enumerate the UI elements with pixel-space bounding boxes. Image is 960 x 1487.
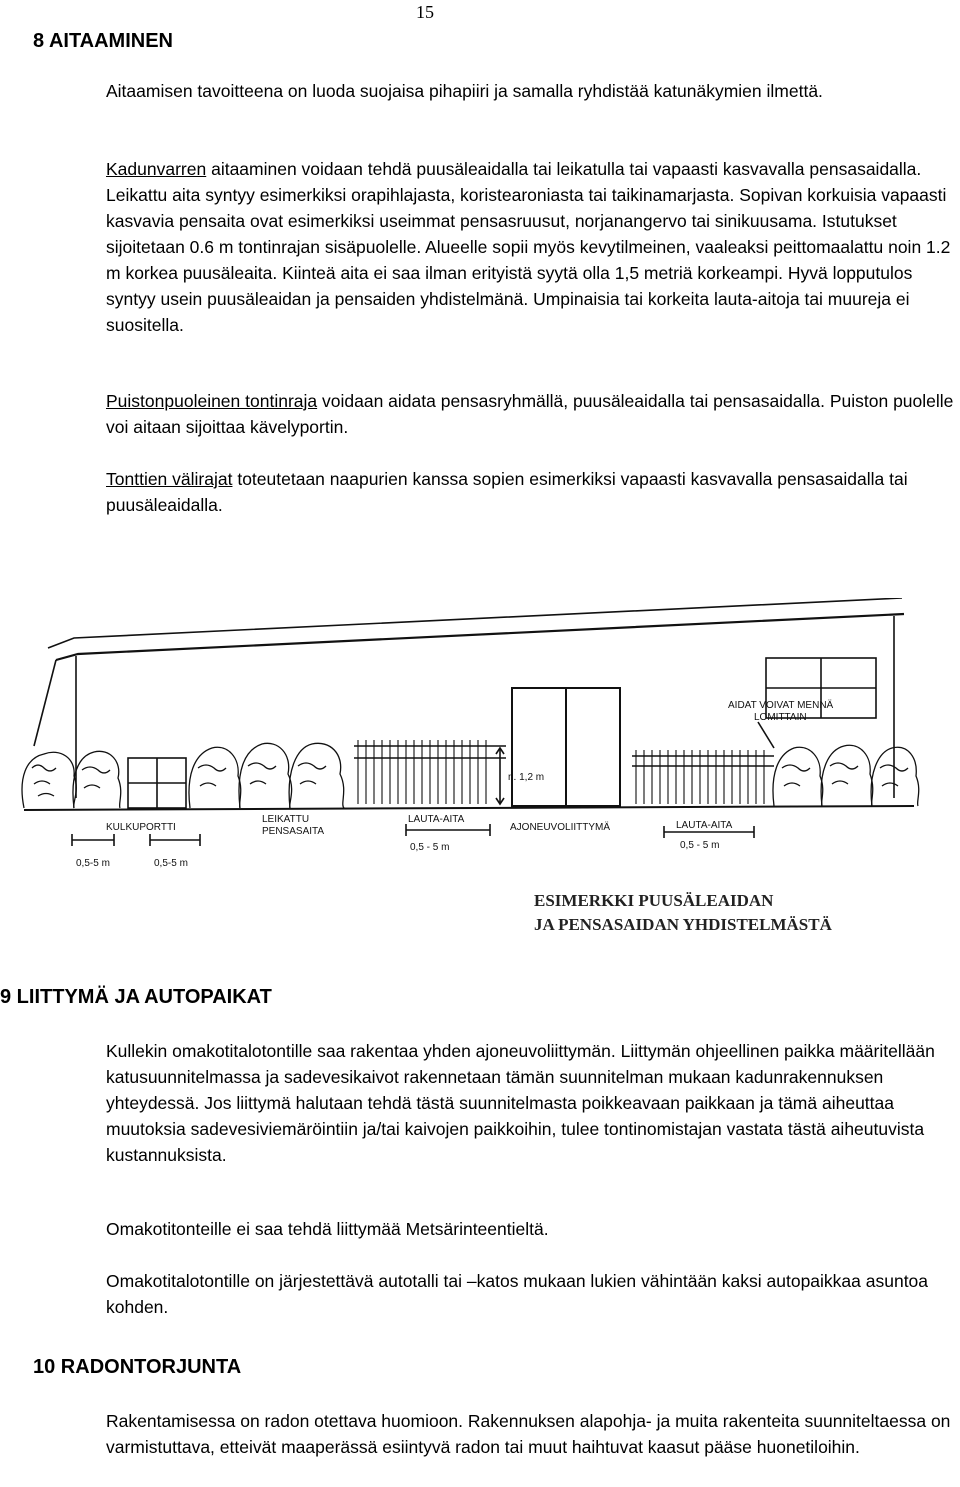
label-height: n. 1,2 m — [508, 772, 545, 783]
paragraph-valirajat — [106, 466, 956, 518]
term-puistonpuoleinen: Puistonpuoleinen tontinraja — [106, 391, 318, 411]
paragraph-kadunvarren-text: aitaaminen voidaan tehdä puusäleaidalla tai leikatulla tai vapaasti kasvavalla pensasaidalla. Leikattu aita syntyy esimerkiksi orapihlajasta, koristearoniasta tai taikinamarjasta. Sopivan korkuisia vapaasti kasvavia pensaita ovat esimerkiksi useimmat pensasruusut, norjanangervo tai sinikuusama. Istutukset sijoitetaan 0.6 m tontinrajan sisäpuolelle. Alueelle sopii myös kevytilmeinen, vaaleaksi peittomaalattu noin 1.2 m korkea puusäleaita. Kiinteä aita ei saa ilman erityistä syytä olla 1,5 metriä korkeampi. Hyvä lopputulos syntyy usein puusäleaidan ja pensaiden yhdistelmänä. Umpinaisia tai korkeita lauta-aitoja tai muureja ei suositella. — [106, 159, 951, 335]
dimension-label-2: 0,5-5 m — [154, 858, 188, 869]
paragraph-metsarinteentie: Omakotitonteille ei saa tehdä liittymää Metsärinteentieltä. — [106, 1219, 549, 1239]
paragraph-radon: Rakentamisessa on radon otettava huomioon. Rakennuksen alapohja- ja muita rakenteita suunniteltaessa on varmistuttava, etteivät maaperässä esiintyvä radon tai muut haihtuvat kaasut pääse huonetiloihin. — [106, 1411, 951, 1457]
paragraph-puistonpuoleinen-text: voidaan aidata pensasryhmällä, puusäleaidalla tai pensasaidalla. Puiston puolelle voi aitaan sijoittaa kävelyportin. — [106, 391, 954, 437]
label-leikattu-2: PENSASAITA — [262, 826, 325, 837]
paragraph-liittyma: Kullekin omakotitalotontille saa rakentaa yhden ajoneuvoliittymän. Liittymän ohjeellinen paikka määritellään katusuunnitelmassa ja sadevesikaivot rakennetaan tämän suunnitelman mukaan kadunrakennuksen yhteydessä. Jos liittymä halutaan tehdä tästä suunnitelmasta poikkeavaan paikkaan ja tämä aiheuttaa muutoksia sadevesiviemäröintiin ja/tai kaivojen paikkoihin, tulee tontinomistajan vastata tästä aiheutuvista kustannuksista. — [106, 1041, 935, 1165]
paragraph-valirajat-text: toteutetaan naapurien kanssa sopien esimerkiksi vapaasti kasvavalla pensasaidalla tai puusäleaidalla. — [106, 469, 908, 515]
term-valirajat: Tonttien välirajat — [106, 469, 233, 489]
paragraph-autopaikat: Omakotitalotontille on järjestettävä autotalli tai –katos mukaan lukien vähintään kaksi autopaikkaa asuntoa kohden. — [106, 1271, 929, 1317]
fence-illustration — [14, 598, 944, 948]
label-ajoneuvoliittyma: AJONEUVOLIITTYMÄ — [510, 822, 611, 833]
label-leikattu-1: LEIKATTU — [262, 814, 310, 825]
heading-liittyma: 9 LIITTYMÄ JA AUTOPAIKAT — [0, 986, 272, 1008]
page-number: 15 — [416, 2, 434, 22]
heading-radontorjunta: 10 RADONTORJUNTA — [33, 1356, 242, 1378]
paragraph-puistonpuoleinen — [106, 388, 956, 440]
label-lauta-aita-1: LAUTA-AITA — [408, 814, 465, 825]
label-aidat-voivat: AIDAT VOIVAT MENNÄ — [728, 700, 834, 711]
figure-caption-line-2: JA PENSASAIDAN YHDISTELMÄSTÄ — [534, 915, 832, 934]
paragraph-kadunvarren — [106, 156, 956, 338]
dimension-label-4: 0,5 - 5 m — [680, 840, 720, 851]
dimension-label-1: 0,5-5 m — [76, 858, 110, 869]
label-kulkuportti: KULKUPORTTI — [106, 822, 176, 833]
term-kadunvarren: Kadunvarren — [106, 159, 207, 179]
label-lauta-aita-2: LAUTA-AITA — [676, 820, 733, 831]
heading-aitaaminen: 8 AITAAMINEN — [33, 30, 173, 52]
figure-caption-line-1: ESIMERKKI PUUSÄLEAIDAN — [534, 891, 774, 910]
label-lomittain: LOMITTAIN — [754, 712, 807, 723]
paragraph-aitaaminen-intro: Aitaamisen tavoitteena on luoda suojaisa pihapiiri ja samalla ryhdistää katunäkymien ilmettä. — [106, 81, 823, 101]
dimension-label-3: 0,5 - 5 m — [410, 842, 450, 853]
